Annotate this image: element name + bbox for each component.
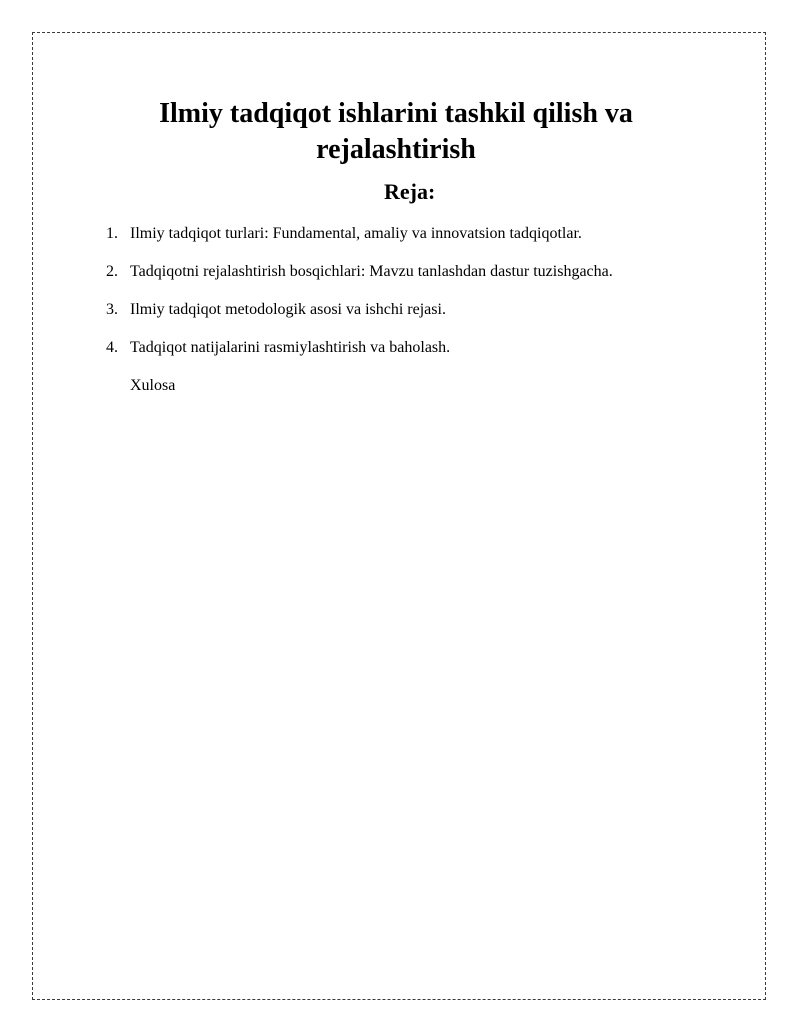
list-item-text: Ilmiy tadqiqot metodologik asosi va ishchi rejasi.	[130, 301, 446, 318]
plan-item-1	[96, 224, 696, 244]
list-item-text: Ilmiy tadqiqot turlari: Fundamental, amaliy va innovatsion tadqiqotlar.	[130, 225, 582, 242]
list-number: 4.	[106, 339, 118, 356]
plan-item-2	[96, 262, 696, 282]
conclusion-label: Xulosa	[130, 377, 176, 394]
plan-list	[96, 224, 696, 358]
plan-heading: Reja:	[384, 179, 436, 204]
plan-item-4	[96, 338, 696, 358]
list-number: 3.	[106, 301, 118, 318]
list-number: 1.	[106, 225, 118, 242]
list-item-text: Tadqiqot natijalarini rasmiylashtirish va baholash.	[130, 339, 451, 356]
document-title: Ilmiy tadqiqot ishlarini tashkil qilish va rejalashtirish	[159, 98, 633, 165]
plan-item-3	[96, 300, 696, 320]
document-body	[96, 96, 696, 396]
list-number: 2.	[106, 263, 118, 280]
list-item-text: Tadqiqotni rejalashtirish bosqichlari: Mavzu tanlashdan dastur tuzishgacha.	[130, 263, 613, 280]
